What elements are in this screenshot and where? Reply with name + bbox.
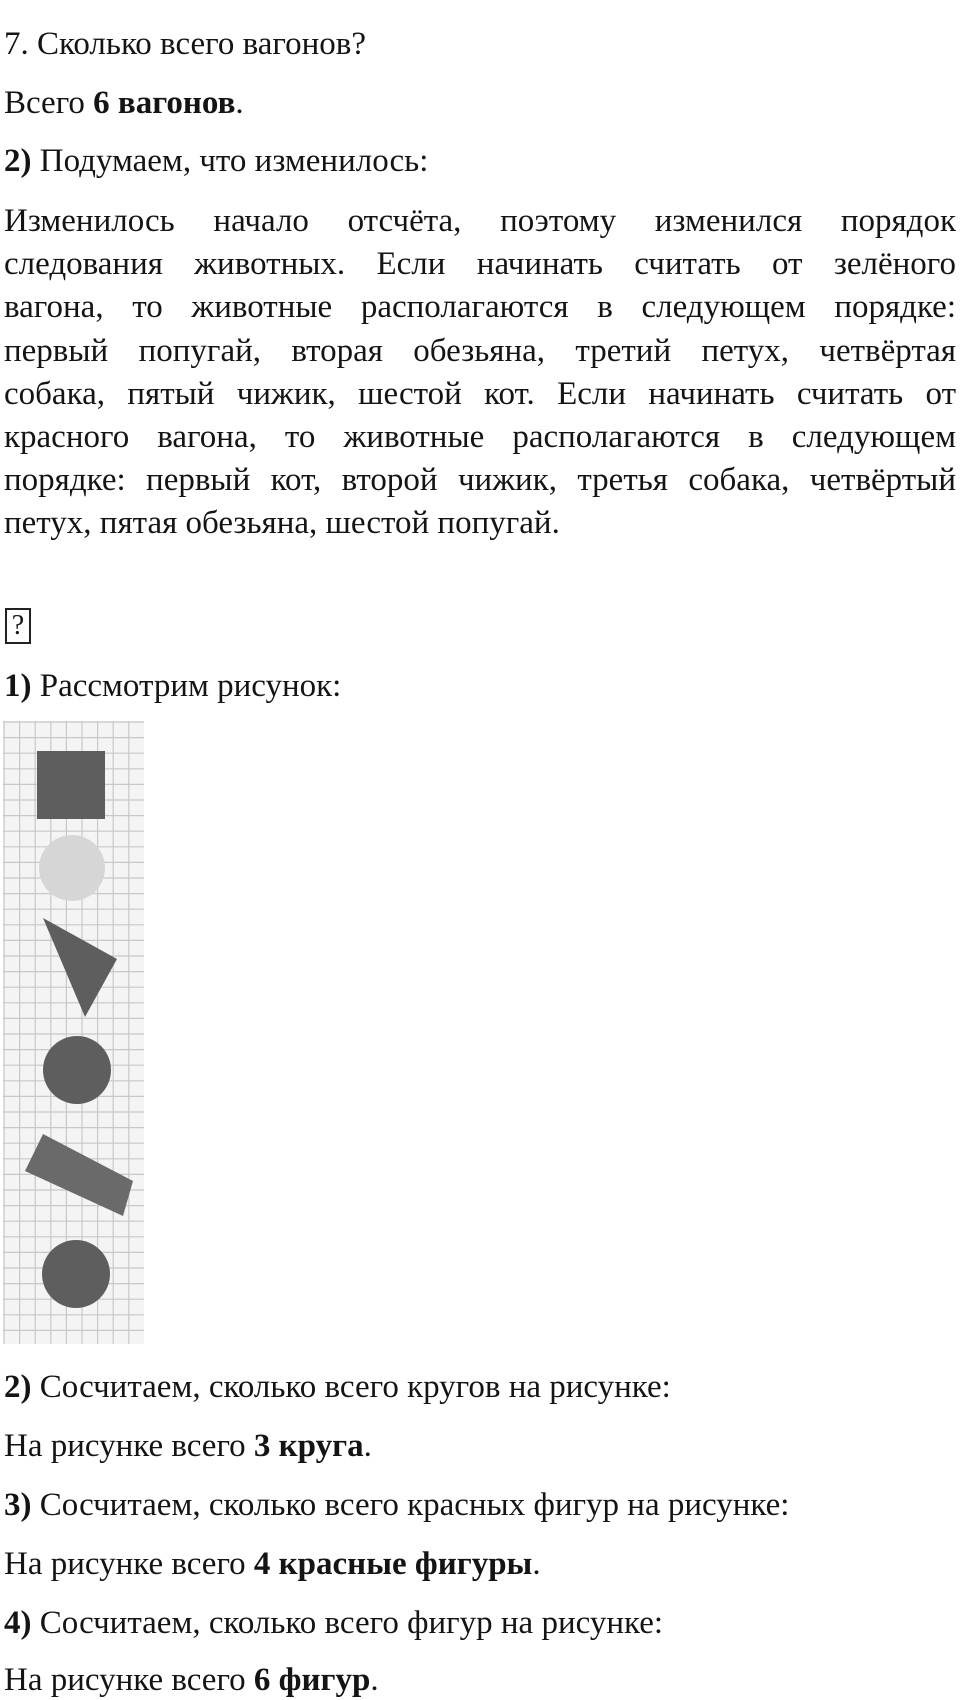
paragraph-line: первый попугай, вторая обезьяна, третий петух, четвёртая xyxy=(4,332,956,369)
step-3-text: Сосчитаем, сколько всего красных фигур на рисунке: xyxy=(31,1487,790,1523)
question-mark-box: ? xyxy=(5,608,31,644)
step-2b-number: 2) xyxy=(4,1369,32,1405)
answer-circles-prefix: На рисунке всего xyxy=(4,1428,254,1464)
shapes-figure xyxy=(3,721,144,1344)
q7-question xyxy=(4,24,366,64)
q7-question-text: 7. Сколько всего вагонов? xyxy=(4,26,367,62)
step-2b-text: Сосчитаем, сколько всего кругов на рисунке: xyxy=(31,1369,671,1405)
answer-red-suffix: . xyxy=(532,1546,541,1582)
paragraph-line: вагона, то животные располагаются в следующем порядке: xyxy=(4,289,956,326)
light-circle-shape xyxy=(39,835,105,901)
step-2-heading xyxy=(4,141,428,181)
step-4-heading xyxy=(4,1603,663,1643)
step-1-heading xyxy=(4,666,341,706)
paragraph-line: порядке: первый кот, второй чижик, третья собака, четвёртый xyxy=(4,462,956,499)
paragraph-line: следования животных. Если начинать считать от зелёного xyxy=(4,246,956,283)
explanation-paragraph xyxy=(4,200,956,546)
step-1-text: Рассмотрим рисунок: xyxy=(31,668,342,704)
circle-shape xyxy=(43,1036,111,1104)
answer-circles-value: 3 круга xyxy=(253,1428,364,1464)
step-3-heading xyxy=(4,1485,789,1525)
step-2-number: 2) xyxy=(4,143,32,179)
q7-answer-prefix: Всего xyxy=(4,85,94,121)
circle-shape xyxy=(42,1240,110,1308)
answer-red-value: 4 красные фигуры xyxy=(253,1546,533,1582)
q7-answer xyxy=(4,83,244,123)
q7-answer-value: 6 вагонов xyxy=(93,85,236,121)
step-2b-heading xyxy=(4,1367,671,1407)
answer-all-suffix: . xyxy=(370,1662,379,1698)
step-1-number: 1) xyxy=(4,668,32,704)
step-2-text: Подумаем, что изменилось: xyxy=(31,143,429,179)
answer-red-prefix: На рисунке всего xyxy=(4,1546,254,1582)
step-3-number: 3) xyxy=(4,1487,32,1523)
answer-all-prefix: На рисунке всего xyxy=(4,1662,254,1698)
paragraph-line: собака, пятый чижик, шестой кот. Если начинать считать от xyxy=(4,375,956,412)
paragraph-line: Изменилось начало отсчёта, поэтому изменился порядок xyxy=(4,203,956,239)
answer-all-value: 6 фигур xyxy=(253,1662,371,1698)
answer-circles-suffix: . xyxy=(363,1428,372,1464)
q7-answer-suffix: . xyxy=(235,85,244,121)
answer-red-shapes xyxy=(4,1544,541,1584)
step-4-text: Сосчитаем, сколько всего фигур на рисунке: xyxy=(31,1605,664,1641)
answer-all-shapes xyxy=(4,1660,379,1700)
paragraph-line: красного вагона, то животные располагаются в следующем xyxy=(4,418,956,455)
paragraph-line: петух, пятая обезьяна, шестой попугай. xyxy=(4,505,560,542)
step-4-number: 4) xyxy=(4,1605,32,1641)
answer-circles xyxy=(4,1426,372,1466)
square-shape xyxy=(37,751,105,819)
grid-figure-svg xyxy=(3,721,144,1344)
